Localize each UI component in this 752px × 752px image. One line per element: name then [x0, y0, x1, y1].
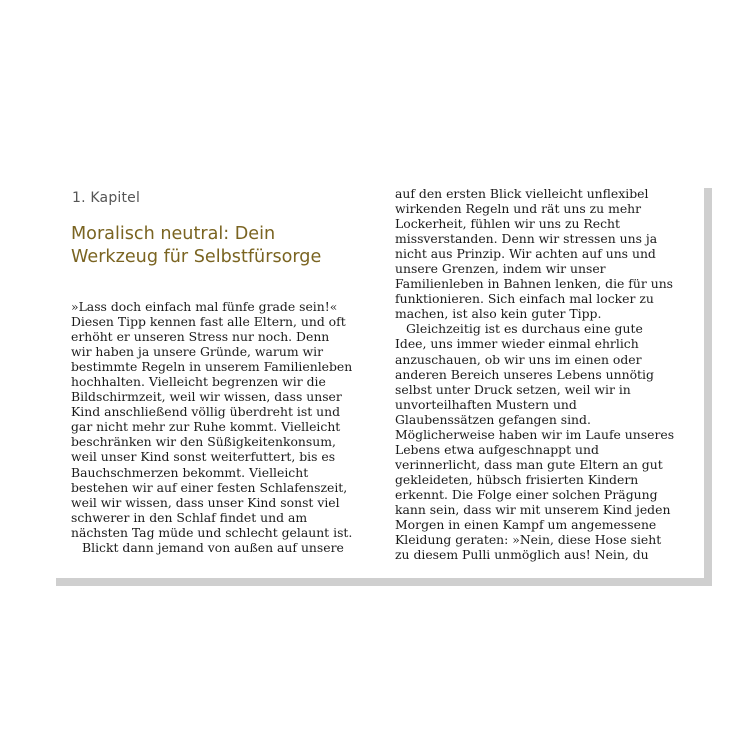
text-line: erkennt. Die Folge einer solchen Prägung	[395, 486, 658, 502]
paragraph-start-line: Blickt dann jemand von außen auf unsere	[82, 539, 344, 555]
text-line: missverstanden. Denn wir stressen uns ja	[395, 231, 658, 247]
chapter-title-line: Werkzeug für Selbstfürsorge	[71, 247, 322, 267]
text-line: beschränken wir den Süßigkeitenkonsum,	[71, 434, 336, 450]
text-line: Bauchschmerzen bekommt. Vielleicht	[71, 464, 309, 480]
text-line: wirkenden Regeln und rät uns zu mehr	[395, 201, 642, 217]
text-line: wir haben ja unsere Gründe, warum wir	[71, 344, 323, 360]
chapter-label: 1. Kapitel	[72, 190, 141, 206]
text-line: anzuschauen, ob wir uns im einen oder	[395, 351, 642, 367]
text-line: erhöht er unseren Stress nur noch. Denn	[71, 329, 330, 345]
text-line: kann sein, dass wir mit unserem Kind jeden	[395, 501, 671, 517]
text-line: nächsten Tag müde und schlecht gelaunt ist.	[71, 524, 353, 540]
text-line: auf den ersten Blick vielleicht unflexibel	[395, 186, 649, 201]
text-line: unvorteilhaften Mustern und	[395, 396, 577, 412]
text-line: hochhalten. Vielleicht begrenzen wir die	[71, 374, 326, 390]
text-line: gar nicht mehr zur Ruhe kommt. Vielleicht	[71, 419, 341, 435]
text-line: Idee, uns immer wieder einmal ehrlich	[395, 336, 639, 352]
text-line: unsere Grenzen, indem wir unser	[395, 261, 606, 277]
text-line: Möglicherweise haben wir im Laufe unseres	[395, 426, 675, 442]
text-line: bestehen wir auf einer festen Schlafenszeit,	[71, 479, 348, 495]
text-line: machen, ist also kein guter Tipp.	[395, 306, 602, 322]
text-line: gekleideten, hübsch frisierten Kindern	[395, 471, 639, 487]
text-line: bestimmte Regeln in unserem Familienleben	[71, 359, 353, 375]
text-line: Kleidung geraten: »Nein, diese Hose sieht	[395, 532, 662, 548]
text-line: Diesen Tipp kennen fast alle Eltern, und oft	[71, 314, 346, 330]
text-line: zu diesem Pulli unmöglich aus! Nein, du	[395, 547, 649, 563]
text-line: nicht aus Prinzip. Wir achten auf uns und	[395, 246, 656, 262]
chapter-title	[71, 223, 321, 269]
text-line: Bildschirmzeit, weil wir wissen, dass unser	[71, 389, 342, 405]
right-text-column	[395, 186, 695, 562]
book-spread	[48, 180, 704, 578]
text-line: weil wir wissen, dass unser Kind sonst viel	[71, 494, 340, 510]
text-line: funktionieren. Sich einfach mal locker zu	[395, 291, 654, 307]
text-line: weil unser Kind sonst weiterfuttert, bis es	[71, 449, 336, 465]
text-line: verinnerlicht, dass man gute Eltern an gut	[395, 456, 663, 472]
text-line: Glaubenssätzen gefangen sind.	[395, 411, 591, 427]
text-line: »Lass doch einfach mal fünfe grade sein!«	[71, 299, 338, 314]
text-line: selbst unter Druck setzen, weil wir in	[395, 381, 631, 397]
text-line: schwerer in den Schlaf findet und am	[71, 509, 308, 525]
paragraph-start-line: Gleichzeitig ist es durchaus eine gute	[406, 321, 643, 337]
text-line: anderen Bereich unseres Lebens unnötig	[395, 366, 654, 382]
text-line: Morgen in einen Kampf um angemessene	[395, 517, 657, 533]
text-line: Lebens etwa aufgeschnappt und	[395, 441, 599, 457]
text-line: Familienleben in Bahnen lenken, die für uns	[395, 276, 674, 292]
text-line: Kind anschließend völlig überdreht ist und	[71, 404, 341, 420]
left-text-column	[71, 299, 371, 555]
chapter-title-line: Moralisch neutral: Dein	[71, 224, 276, 244]
text-line: Lockerheit, fühlen wir uns zu Recht	[395, 216, 620, 232]
